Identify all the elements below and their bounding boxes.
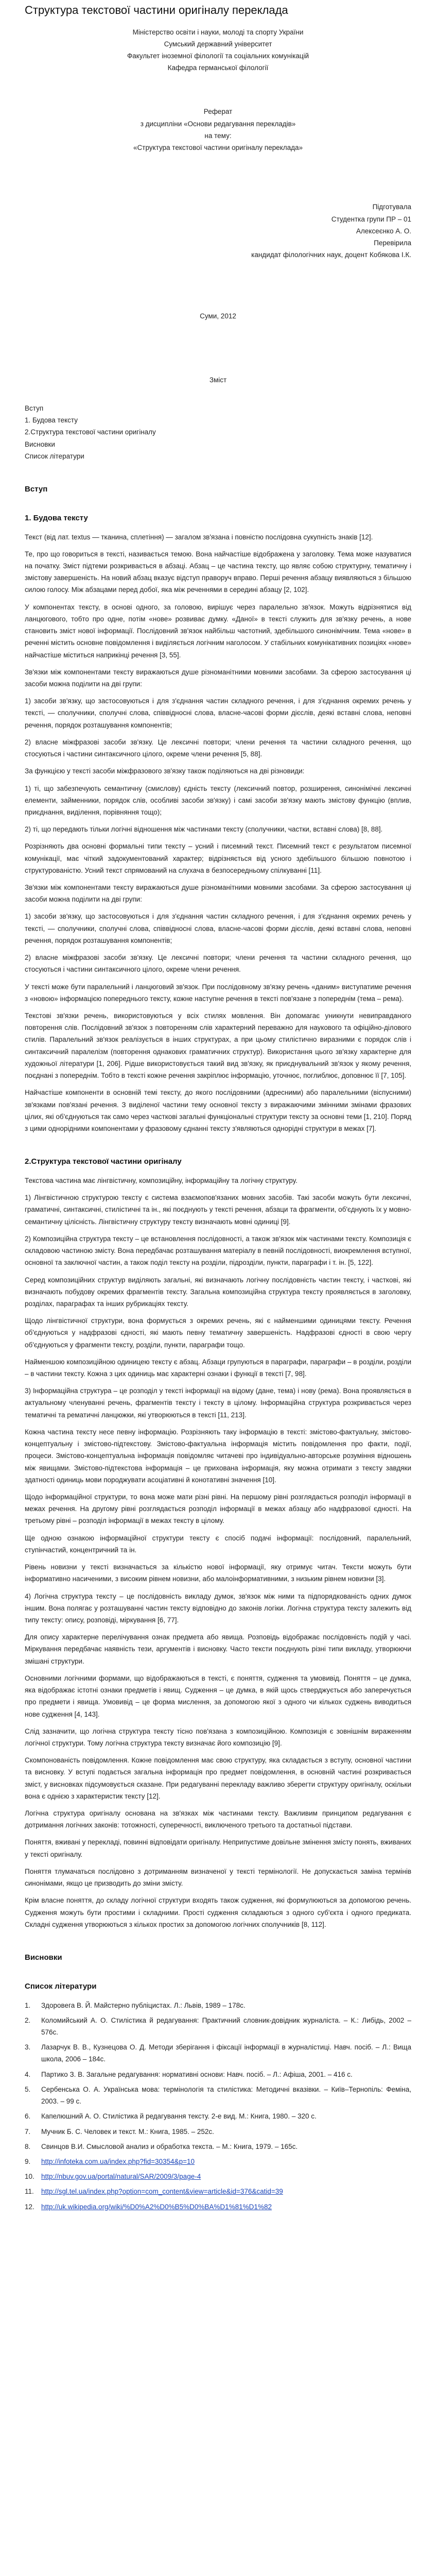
section-2-body bbox=[25, 1175, 411, 1930]
page-title: Структура текстової частини оригіналу переклада bbox=[25, 4, 288, 16]
reference-item: 5. Сербенська О. А. Українська мова: термінологія та стилістика: Методичні вказівки. – Київ–Тернопіль: Феміна, 2003. – 99 с. bbox=[25, 2085, 411, 2106]
reference-item: 10. http://nbuv.gov.ua/portal/natural/SAR/2009/3/page-4 bbox=[25, 2171, 411, 2182]
city-year: Суми, 2012 bbox=[200, 312, 236, 320]
reference-item: 12. http://uk.wikipedia.org/wiki/%D0%A2%D0%B5%D0%BA%D1%81%D1%82 bbox=[25, 2201, 411, 2213]
paragraph: Те, про що говориться в тексті, називається темою. Вона найчастіше відображена у заголовку. Тема може назуватися на початку. Зміст підтеми розкривається в абзаці. Абзац – це частина тексту, що являє собою структурну, тематичну і змістову завершеність. На новий абзац вказує відступ праворуч вправо. Перші речення абзацу виявляються з більшою силою голосу. Між абзацами перед добої, яка між реченнями в середині абзацу [2, 102]. bbox=[25, 550, 411, 594]
toc-item: 2.Структура текстової частини оригіналу bbox=[25, 428, 156, 436]
paragraph: Поняття, вживані у перекладі, повинні відповідати оригіналу. Неприпустиме довільне змінення змісту понять, вживаних у тексті оригіналу. bbox=[25, 1838, 411, 1858]
reference-link[interactable]: http://infoteka.com.ua/index.php?fid=30354&p=10 bbox=[41, 2158, 195, 2166]
paragraph: 4) Логічна структура тексту – це послідовність викладу думок, зв'язок між ними та підпорядкованість одних думок іншим. Вона полягає у розташуванні частин тексту відповідно до законів логіки. Логічна структура тексту залежить від типу тексту: опису, розповіді, міркування [6, 77]. bbox=[25, 1592, 411, 1624]
faculty-line: Факультет іноземної філології та соціальних комунікацій bbox=[127, 52, 309, 60]
title-page-header bbox=[25, 26, 411, 74]
student-name: Алексеєнко А. О. bbox=[356, 227, 411, 235]
reference-item: 3. Лазарчук В. В., Кузнецова О. Д. Методи зберігання і фіксації інформації в журналістиці. Навч. посіб. – Л.: Вища школа, 2006 – 184с. bbox=[25, 2043, 411, 2063]
paragraph: Щодо лінгвістичної структури, вона формується з окремих речень, які є найменшими одиницями тексту. Речення об'єднуються у надфразові єдності, які мають певну тематичну завершеність. Надфразові єдності в свою чергу об'єднуються у фрагменти тексту, розділи, пункти, параграфи тощо. bbox=[25, 1317, 411, 1349]
discipline-line: з дисципліни «Основи редагування перекладів» bbox=[140, 120, 296, 128]
references-heading: Список літератури bbox=[25, 1981, 97, 1991]
reference-link[interactable]: http://sgl.tel.ua/index.php?option=com_content&view=article&id=376&catid=39 bbox=[41, 2188, 283, 2196]
paragraph: Рівень новизни у тексті визначається за кількістю нової інформації, яку отримує читач. Тексти можуть бути інформативно насиченими, з високим рівнем новизни, або малоінформативними, з низьким рівнем новизни [3]. bbox=[25, 1563, 411, 1583]
paragraph: Щодо інформаційної структури, то вона може мати різні рівні. На першому рівні розглядається розподіл інформації в межах речення. На другому рівні розглядається розподіл інформації в межах абзацу або надфразової єдності. На третьому рівні – розподіл інформації в межах тексту в цілому. bbox=[25, 1493, 411, 1525]
supervisor-name: кандидат філологічних наук, доцент Кобякова І.К. bbox=[251, 251, 411, 259]
table-of-contents bbox=[25, 402, 411, 462]
paragraph: Серед композиційних структур виділяють загальні, які визначають логічну послідовність частин тексту, і часткові, які визначають побудову окремих фрагментів тексту. Загальна композиційна структура тексту проявляється в заголовку, розділах, параграфах та інших рубрикаціях тексту. bbox=[25, 1276, 411, 1308]
reference-item: 2. Коломийський А. О. Стилістика й редагування: Практичний словник-довідник журналіста. – К.: Либідь, 2002 – 576с. bbox=[25, 2016, 411, 2037]
toc-item: 1. Будова тексту bbox=[25, 416, 78, 425]
conclusions-heading: Висновки bbox=[25, 1953, 62, 1962]
paragraph: Текстові зв'язки речень, використовуються у всіх стилях мовлення. Він допомагає уникнути невиправданого повторення слів. Послідовний зв'язок з повторенням слів характерний переважно для наукового та офіційно-ділового стилів. Паралельний зв'язок реалізується в інших структурах, а при цьому стилістично виразними є порядок слів і синтаксичний паралелізм (повторення однакових граматичних структур). Використання цього зв'язку характерне для художньої літератури [1, 206]. Рідше використовується такий вид зв'язку, як приєднувальний зв'язок у якому речення, поєднані з попереднім. Тобто в тексті кожне речення закріплює інформацію, уточнює, поглиблює, доповнює її [7, 105]. bbox=[25, 1012, 411, 1080]
on-topic-line: на тему: bbox=[204, 131, 232, 140]
paragraph: У тексті може бути паралельний і ланцюговий зв'язок. При послідовному зв'язку речень «даним» виступатиме речення з «новою» інформацією попереднього тексту, кожне наступне речення в тексті пов'язане з попереднім (тема – рема). bbox=[25, 982, 411, 1003]
title-page-signatures bbox=[25, 201, 411, 261]
paragraph: 1) засоби зв'язку, що застосовуються і для з'єднання частин складного речення, і для з'єднання окремих речень у тексті, — сполучники, сполучні слова, співвідносні слова, власне-часові форми дієслів, деякі вставні слова, неповні речення, порядок розташування компонентів; bbox=[25, 912, 411, 944]
paragraph: Слід зазначити, що логічна структура тексту тісно пов'язана з композиційною. Композиція є зовнішнім вираженням логічної структури. Тому логічна структура тексту визначає його композицію [9]. bbox=[25, 1727, 411, 1747]
paragraph: Текстова частина має лінгвістичну, композиційну, інформаційну та логічну структуру. bbox=[25, 1176, 298, 1184]
paragraph: 3) Інформаційна структура – це розподіл у тексті інформації на відому (дане, тема) і нову (рема). Вона проявляється в актуальному членуванні речень, фрагментів тексту і тексту в цілому. Інформаційна структура розкривається через тематичні та рематичні ланцюжки, які утворюються в тексті [11, 213]. bbox=[25, 1387, 411, 1419]
toc-heading: Зміст bbox=[209, 376, 227, 384]
reference-item: 11. http://sgl.tel.ua/index.php?option=com_content&view=article&id=376&catid=39 bbox=[25, 2185, 411, 2197]
section-1-heading: 1. Будова тексту bbox=[25, 513, 88, 522]
paragraph: Логічна структура оригіналу основана на зв'язках між частинами тексту. Важливим принципом редагування є дотримання логічних законів: тотожності, суперечності, виключеного третього та достатньої підстави. bbox=[25, 1809, 411, 1829]
paragraph: Кожна частина тексту несе певну інформацію. Розрізняють таку інформацію в тексті: змістово-фактуальну, змістово-концептуальну і змістово-підтекстову. Змістово-фактуальна інформація містить повідомлення про факти, події, процеси. Змістово-концептуальна інформація повідомляє читачеві про індивідуально-авторське розуміння відношень між явищами. Змістово-підтекстова інформація – це прихована інформація, яку можна отримати з тексту завдяки здатності одиниць мови породжувати асоціативні й конотативні значення [10]. bbox=[25, 1428, 411, 1484]
paragraph: 2) власне міжфразові засоби зв'язку. Це лексичні повтори; члени речення та частини складного речення, що стосуються і частини синтаксичного цілого, окреме члени речення [5, 88]. bbox=[25, 738, 411, 758]
document-page bbox=[12, 0, 424, 2213]
paragraph: Для опису характерне перелічування ознак предмета або явища. Розповідь відображає послідовність подій у часі. Міркування передбачає наявність тези, аргументів і висновку. Часто тексти поєднують різні типи викладу, утворюючи змішані структури. bbox=[25, 1633, 411, 1665]
paragraph: За функцією у тексті засоби міжфразового зв'язку також поділяються на дві різновиди: bbox=[25, 767, 305, 775]
toc-item: Вступ bbox=[25, 404, 44, 412]
paragraph: Зв'язки між компонентами тексту виражаються душе різноманітними мовними засобами. За сферою застосування ці засоби можна поділити на дві групи: bbox=[25, 668, 411, 688]
paragraph: Поняття тлумачаться послідовно з дотриманням визначеної у тексті термінології. Не допускається заміна термінів синонімами, якщо це призводить до зміни змісту. bbox=[25, 1867, 411, 1888]
references-list bbox=[25, 1999, 411, 2213]
intro-heading: Вступ bbox=[25, 484, 48, 494]
department-line: Кафедра германської філології bbox=[167, 64, 269, 72]
university-line: Сумський державний університет bbox=[164, 40, 272, 48]
ministry-line: Міністерство освіти і науки, молоді та спорту України bbox=[132, 28, 304, 36]
paragraph: Текст (від лат. textus — тканина, сплетіння) — загалом зв'язана і повністю послідовна сукупність знаків [12]. bbox=[25, 533, 373, 541]
reference-item: 4. Партико З. В. Загальне редагування: нормативні основи: Навч. посіб. – Л.: Афіша, 2001. – 416 с. bbox=[25, 2070, 353, 2078]
paragraph: 1) ті, що забезпечують семантичну (смислову) єдність тексту (лексичний повтор, розширення, синонімічні лексичні елементи, займенники, порядок слів, особливі засоби зв'язку) і самі засоби зв'язку мають змістову функцію (вплив, приєднання, виділення, порівняння тощо); bbox=[25, 784, 411, 816]
paragraph: 1) Лінгвістичною структурою тексту є система взаємопов'язаних мовних засобів. Такі засоби можуть бути лексичні, граматичні, синтаксичні, стилістичні та ін., які поєднують у тексті речення, абзаци та фрагменти, об'єднують їх у мовно-семантичну цілісність. Лінгвістичну структуру тексту визначають мовні одиниці [9]. bbox=[25, 1194, 411, 1226]
paragraph: Зв'язки між компонентами тексту виражаються душе різноманітними мовними засобами. За сферою застосування ці засоби можна поділити на дві групи: bbox=[25, 884, 411, 904]
paragraph: Найменшою композиційною одиницею тексту є абзац. Абзаци групуються в параграфи, параграфи – в розділи, розділи – в частини тексту. Кожна з цих одиниць має характерні ознаки і функції в тексті [7, 98]. bbox=[25, 1358, 411, 1378]
paragraph: Найчастіше компоненти в основній темі тексту, до якого послідовними (адресними) або паралельними (віспусними) зв'язками пов'язані речення. З виділеної частини тему основної тексту з виражаючими змінними змінами фразових цілих, які об'єднуються так само через часткові загальні функціональні структури тексту за основні теми [1, 210]. Поряд з цими однорідними компонентами у фразовому єднанні тексту з'являються однорідні структури в межах [7]. bbox=[25, 1089, 411, 1132]
paragraph: Ще одною ознакою інформаційної структури тексту є спосіб подачі інформації: послідовний, паралельний, ступінчастий, концентричний та ін. bbox=[25, 1534, 411, 1554]
reference-link[interactable]: http://nbuv.gov.ua/portal/natural/SAR/2009/3/page-4 bbox=[41, 2173, 201, 2181]
paragraph: У компонентах тексту, в основі одного, за головою, вирішує через паралельно зв'язок. Можуть відрізнятися від ланцюгового, тобто про одне, потім «нове» розвиває думку. «Даної» в тексті служить для зв'язку речень, а нове становить зміст нової інформації. Послідовний зв'язок найбільш частотний, здебільшого синонімічним. Тема «нове» в реченні містить основне повідомлення і виділяється логічним наголосом. У стабільних комунікативних позиціях «нове» найчастіше міститься наприкінці речення [3, 55]. bbox=[25, 603, 411, 659]
reference-item: 1. Здоровега В. Й. Майстерно публіцистах. Л.: Львів, 1989 – 178с. bbox=[25, 2001, 246, 2009]
topic-line: «Структура текстової частини оригіналу переклада» bbox=[133, 144, 303, 152]
checked-label: Перевірила bbox=[374, 239, 411, 247]
reference-item: 9. http://infoteka.com.ua/index.php?fid=30354&p=10 bbox=[25, 2156, 411, 2167]
student-group: Студентка групи ПР – 01 bbox=[331, 215, 411, 223]
title-page-topic bbox=[25, 106, 411, 154]
section-1-body bbox=[25, 531, 411, 1135]
reference-link[interactable]: http://uk.wikipedia.org/wiki/%D0%A2%D0%B5%D0%BA%D1%81%D1%82 bbox=[41, 2202, 272, 2211]
reference-item: 8. Свинцов В.И. Смысловой анализ и обработка текста. – М.: Книга, 1979. – 165с. bbox=[25, 2142, 298, 2150]
paragraph: 1) засоби зв'язку, що застосовуються і для з'єднання частин складного речення, і для з'єднання окремих речень у тексті, — сполучники, сполучні слова, співвідносні слова, власне-часові форми дієслів, деякі вставні слова, неповні речення, порядок розташування компонентів; bbox=[25, 697, 411, 729]
section-2-heading: 2.Структура текстової частини оригіналу bbox=[25, 1157, 182, 1166]
paragraph: 2) власне міжфразові засоби зв'язку. Це лексичні повтори; члени речення та частини складного речення, що стосуються і частини синтаксичного цілого, окреме члени речення. bbox=[25, 954, 411, 974]
paragraph: Скомпонованість повідомлення. Кожне повідомлення має свою структуру, яка складається з вступу, основної частини та висновку. У вступі подається загальна інформація про предмет повідомлення, в основній частині розкривається зміст, у висновках підсумовується сказане. При редагуванні перекладу важливо зберегти структуру оригіналу, оскільки вона є однією з характеристик тексту [12]. bbox=[25, 1756, 411, 1800]
toc-item: Висновки bbox=[25, 440, 55, 448]
paragraph: 2) Композиційна структура тексту – це встановлення послідовності, а також зв'язок між частинами тексту. Композиція є складовою частиною змісту. Вона передбачає розташування матеріалу в певній послідовності, виокремлення вступної, основної та заключної частин, а також поділ тексту на розділи, підрозділи, пункти, параграфи і т. ін. [5, 122]. bbox=[25, 1234, 411, 1267]
doc-type: Реферат bbox=[203, 108, 233, 116]
paragraph: Основними логічними формами, що відображаються в тексті, є поняття, судження та умовивід. Поняття – це думка, яка відображає істотні ознаки предметів і явищ. Судження – це думка, в якій щось стверджується або заперечується про предмети і явища. Умовивід – це форма мислення, за допомогою якої з одного чи кількох суджень виводиться нове судження [4, 143]. bbox=[25, 1674, 411, 1718]
paragraph: 2) ті, що передають тільки логічні відношення між частинами тексту (сполучники, частки, вставні слова) [8, 88]. bbox=[25, 825, 383, 834]
paragraph: Розрізняють два основні формальні типи тексту – усний і писемний текст. Писемний текст є результатом писемної комунікації, має чіткий задокументований характер; відрізняється від усного здебільшого більшою повнотою і структурованістю. Усний текст спрямований на слухача в безпосередньому спілкуванні [11]. bbox=[25, 842, 411, 874]
reference-item: 6. Капелюшний А. О. Стилістика й редагування тексту. 2-е вид. М.: Книга, 1980. – 320 с. bbox=[25, 2112, 317, 2121]
toc-item: Список літератури bbox=[25, 452, 84, 460]
reference-item: 7. Мучник Б. С. Человек и текст. М.: Книга, 1985. – 252с. bbox=[25, 2127, 214, 2136]
prepared-label: Підготувала bbox=[372, 203, 411, 211]
paragraph: Крім власне поняття, до складу логічної структури входять також судження, які формулюються за допомогою речень. Судження можуть бути простими і складними. Прості судження складаються з одного суб'єкта і одного предиката. Складні судження утворюються з кількох простих за допомогою логічних сполучників [8, 112]. bbox=[25, 1896, 411, 1928]
